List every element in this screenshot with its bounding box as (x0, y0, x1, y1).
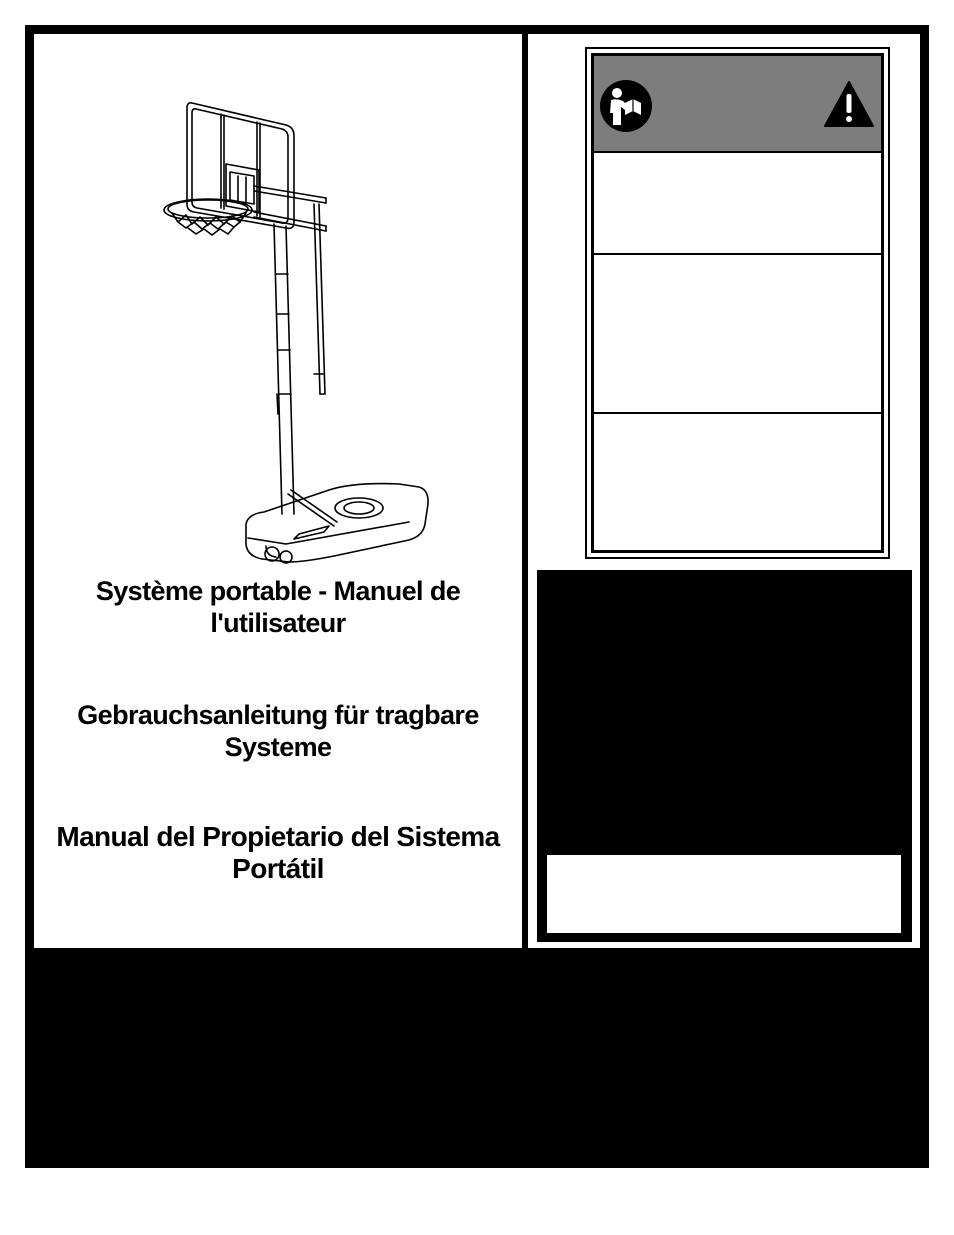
cover-left-panel (34, 34, 522, 948)
portable-basketball-hoop-icon (154, 94, 454, 569)
title-german-line1: Gebrauchsanleitung für tragbare (77, 700, 479, 730)
title-french (34, 575, 522, 639)
title-spanish (34, 821, 522, 885)
warning-triangle-icon (823, 80, 875, 128)
title-german-line2: Systeme (224, 732, 332, 762)
warning-header (594, 56, 881, 153)
title-french-line2: l'utilisateur (210, 608, 346, 638)
title-spanish-line1: Manual del Propietario del Sistema (56, 821, 500, 852)
warning-section-2 (594, 255, 881, 414)
info-block (537, 570, 912, 942)
info-inset (547, 855, 901, 933)
read-manual-icon (599, 79, 653, 133)
cover-right-panel (528, 34, 920, 948)
title-spanish-line2: Portátil (232, 853, 324, 884)
warning-box-inner (591, 53, 884, 553)
bottom-band (25, 950, 929, 1168)
warning-box (585, 47, 890, 559)
warning-section-3 (594, 414, 881, 550)
title-french-line1: Système portable - Manuel de (95, 576, 461, 606)
title-german (34, 699, 522, 763)
warning-section-1 (594, 153, 881, 255)
